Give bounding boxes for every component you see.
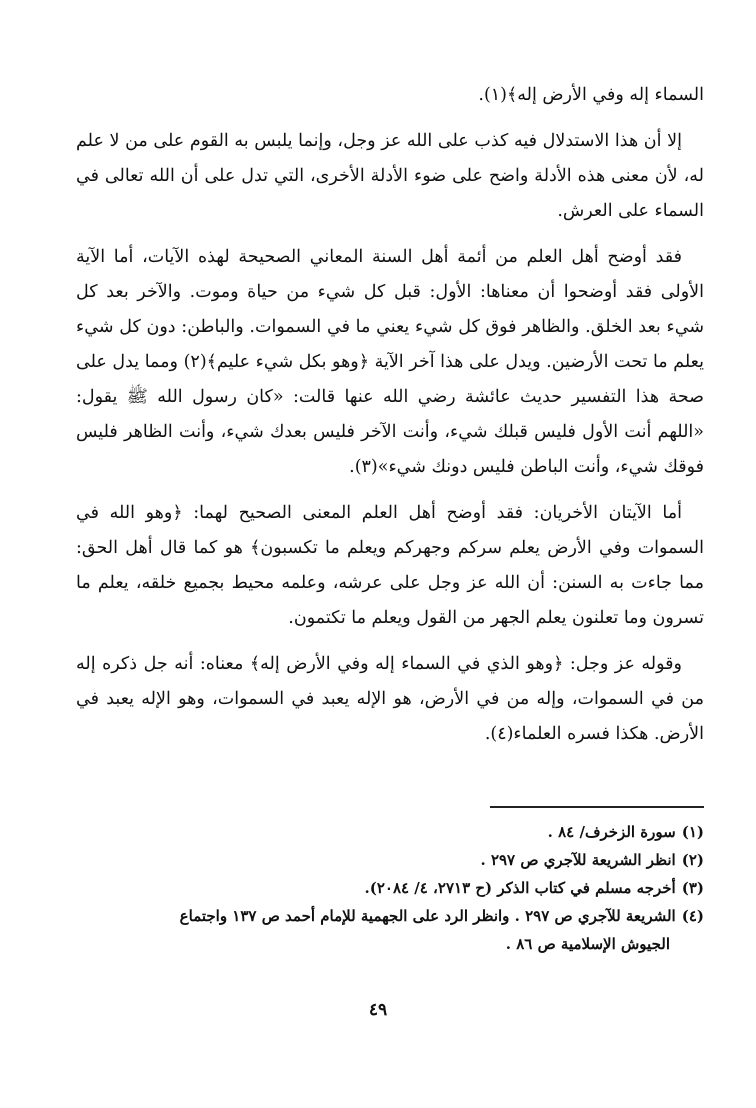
paragraph-2: إلا أن هذا الاستدلال فيه كذب على الله عز وجل، وإنما يلبس به القوم على من لا علم له، لأن معنى هذه الأدلة واضح على ضوء الأدلة الأخرى، التي تدل على أن الله تعالى في السماء على العرش. [76,131,704,221]
page-body [76,78,704,752]
footnote-4-continuation: الجيوش الإسلامية ص ٨٦ . [505,935,670,953]
footnote-text: الشريعة للآجري ص ٢٩٧ . وانظر الرد على الجهمية للإمام أحمد ص ١٣٧ واجتماع [179,907,676,925]
footnote-number: (٤) [681,907,704,925]
footnote-number: (٢) [681,851,704,869]
paragraph-4: أما الآيتان الأخريان: فقد أوضح أهل العلم المعنى الصحيح لهما: ﴿وهو الله في السموات وفي الأرض يعلم سركم وجهركم ويعلم ما تكسبون﴾ هو كما قال أهل الحق: مما جاءت به السنن: أن الله عز وجل على عرشه، وعلمه محيط بجميع خلقه، يعلم ما تسرون وما تعلنون يعلم الجهر من القول ويعلم ما تكتمون. [76,503,704,628]
footnote-text: سورة الزخرف/ ٨٤ . [547,823,676,841]
paragraph-5: وقوله عز وجل: ﴿وهو الذي في السماء إله وفي الأرض إله﴾ معناه: أنه جل ذكره إله من في السموات، وإله من في الأرض، هو الإله يعبد في السموات، وهو الإله يعبد في الأرض. هكذا فسره العلماء(٤). [76,654,704,744]
footnotes [76,806,704,958]
footnote-3 [76,874,704,902]
paragraph-1: السماء إله وفي الأرض إله﴾(١). [478,85,704,105]
footnote-number: (١) [681,823,704,841]
footnote-text: أخرجه مسلم في كتاب الذكر (ح ٢٧١٣، ٤/ ٢٠٨٤). [364,879,676,897]
paragraph-3: فقد أوضح أهل العلم من أئمة أهل السنة المعاني الصحيحة لهذه الآيات، أما الآية الأولى فقد أوضحوا أن معناها: الأول: قبل كل شيء من حياة وموت. والآخر بعد كل شيء بعد الخلق. والظاهر فوق كل شيء يعني ما في السموات. والباطن: دون كل شيء يعلم ما تحت الأرضين. ويدل على هذا آخر الآية ﴿وهو بكل شيء عليم﴾(٢) ومما يدل على صحة هذا التفسير حديث عائشة رضي الله عنها قالت: «كان رسول الله ﷺ يقول: «اللهم أنت الأول فليس قبلك شيء، وأنت الآخر فليس بعدك شيء، وأنت الظاهر فليس فوقك شيء، وأنت الباطن فليس دونك شيء»(٣). [76,247,704,477]
footnote-number: (٣) [681,879,704,897]
page-number: ٤٩ [368,1000,388,1020]
footnote-2 [76,846,704,874]
footnote-divider [490,806,704,808]
footnote-text: انظر الشريعة للآجري ص ٢٩٧ . [480,851,676,869]
footnote-4 [76,902,704,930]
footnote-1 [76,818,704,846]
